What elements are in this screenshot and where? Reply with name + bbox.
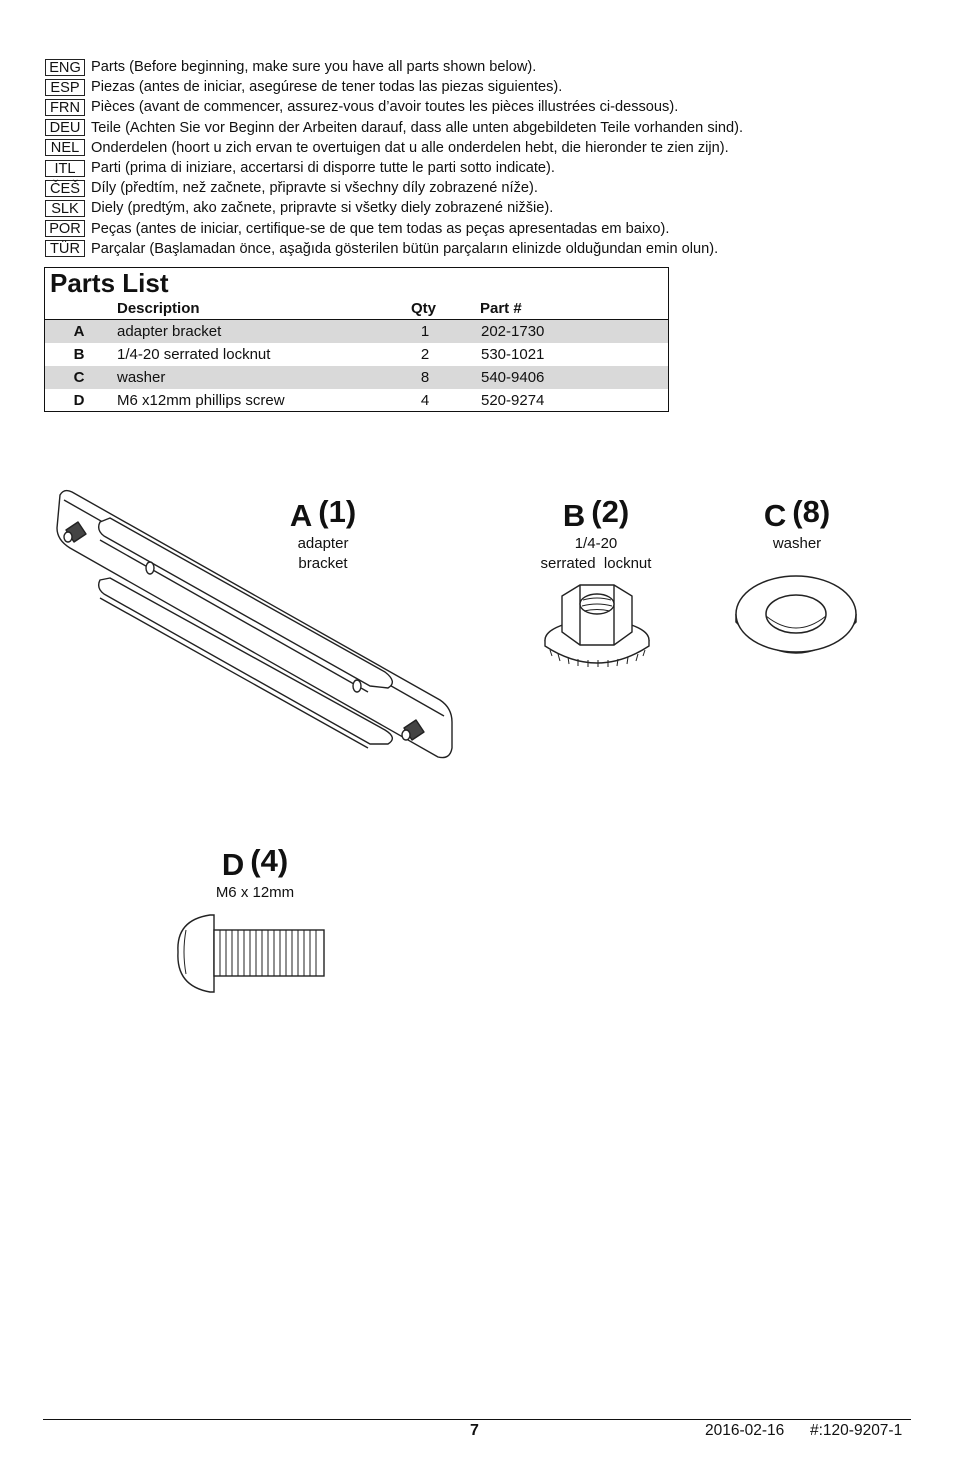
column-header-part: Part #: [480, 300, 522, 317]
lang-code: POR: [45, 220, 85, 237]
part-description-line1: M6 x 12mm: [215, 884, 295, 901]
lang-text: Diely (predtým, ako začnete, pripravte si všetky diely zobrazené nižšie).: [91, 200, 554, 217]
part-letter: B: [562, 498, 586, 533]
lang-code: NEL: [45, 139, 85, 156]
lang-text: Onderdelen (hoort u zich ervan te overtuigen dat u alle onderdelen hebt, die hieronder te zien zijn).: [91, 139, 729, 156]
row-description: 1/4-20 serrated locknut: [117, 346, 271, 363]
lang-code: ČEŠ: [45, 180, 85, 197]
parts-list-title: Parts List: [50, 268, 169, 298]
lang-text: Teile (Achten Sie vor Beginn der Arbeiten darauf, dass alle unten abgebildeten Teile vorhanden sind).: [91, 119, 744, 136]
lang-code: FRN: [45, 99, 85, 116]
footer-divider: [43, 1419, 911, 1420]
lang-code: DEU: [45, 119, 85, 136]
row-description: M6 x12mm phillips screw: [117, 392, 285, 409]
part-description-line1: 1/4-20: [574, 535, 618, 552]
row-letter: A: [73, 323, 85, 340]
row-qty: 4: [420, 392, 430, 409]
part-description-line1: washer: [772, 535, 822, 552]
part-count: (1): [318, 494, 357, 529]
part-count: (4): [250, 843, 289, 878]
row-qty: 8: [420, 369, 430, 386]
part-letter: A: [289, 498, 313, 533]
row-description: adapter bracket: [117, 323, 222, 340]
page-number: 7: [470, 1422, 479, 1439]
part-count: (8): [792, 494, 831, 529]
row-part-number: 202-1730: [481, 323, 545, 340]
column-header-description: Description: [117, 300, 200, 317]
part-letter: C: [763, 498, 787, 533]
row-part-number: 520-9274: [481, 392, 545, 409]
row-qty: 1: [420, 323, 430, 340]
footer-date: 2016-02-16: [705, 1422, 785, 1439]
lang-text: Peças (antes de iniciar, certifique-se de que tem todas as peças apresentadas em baixo).: [91, 220, 670, 237]
row-letter: C: [73, 369, 85, 386]
lang-code: TÜR: [45, 240, 85, 257]
part-letter: D: [221, 847, 245, 882]
lang-text: Parti (prima di iniziare, accertarsi di disporre tutte le parti sotto indicate).: [91, 160, 555, 177]
lang-code: ENG: [45, 59, 85, 76]
document-number: #:120-9207-1: [810, 1422, 903, 1439]
part-count: (2): [591, 494, 630, 529]
lang-text: Parçalar (Başlamadan önce, aşağıda gösterilen bütün parçaların elinizde olduğundan emin olun).: [91, 240, 719, 257]
row-part-number: 530-1021: [481, 346, 545, 363]
lang-code: SLK: [45, 200, 85, 217]
lang-text: Díly (předtím, než začnete, připravte si všechny díly zobrazené níže).: [91, 180, 538, 197]
part-description-line2: serrated locknut: [540, 555, 652, 572]
row-letter: B: [73, 346, 85, 363]
part-description-line2: bracket: [298, 555, 348, 572]
part-description-line1: adapter: [297, 535, 349, 552]
row-qty: 2: [420, 346, 430, 363]
lang-text: Piezas (antes de iniciar, asegúrese de tener todas las piezas siguientes).: [91, 79, 563, 96]
lang-text: Pièces (avant de commencer, assurez-vous d’avoir toutes les pièces illustrées ci-dessous).: [91, 99, 679, 116]
lang-text: Parts (Before beginning, make sure you have all parts shown below).: [91, 59, 537, 76]
lang-code: ITL: [45, 160, 85, 177]
row-letter: D: [73, 392, 85, 409]
column-header-qty: Qty: [411, 300, 437, 317]
row-part-number: 540-9406: [481, 369, 545, 386]
lang-code: ESP: [45, 79, 85, 96]
row-description: washer: [117, 369, 166, 386]
